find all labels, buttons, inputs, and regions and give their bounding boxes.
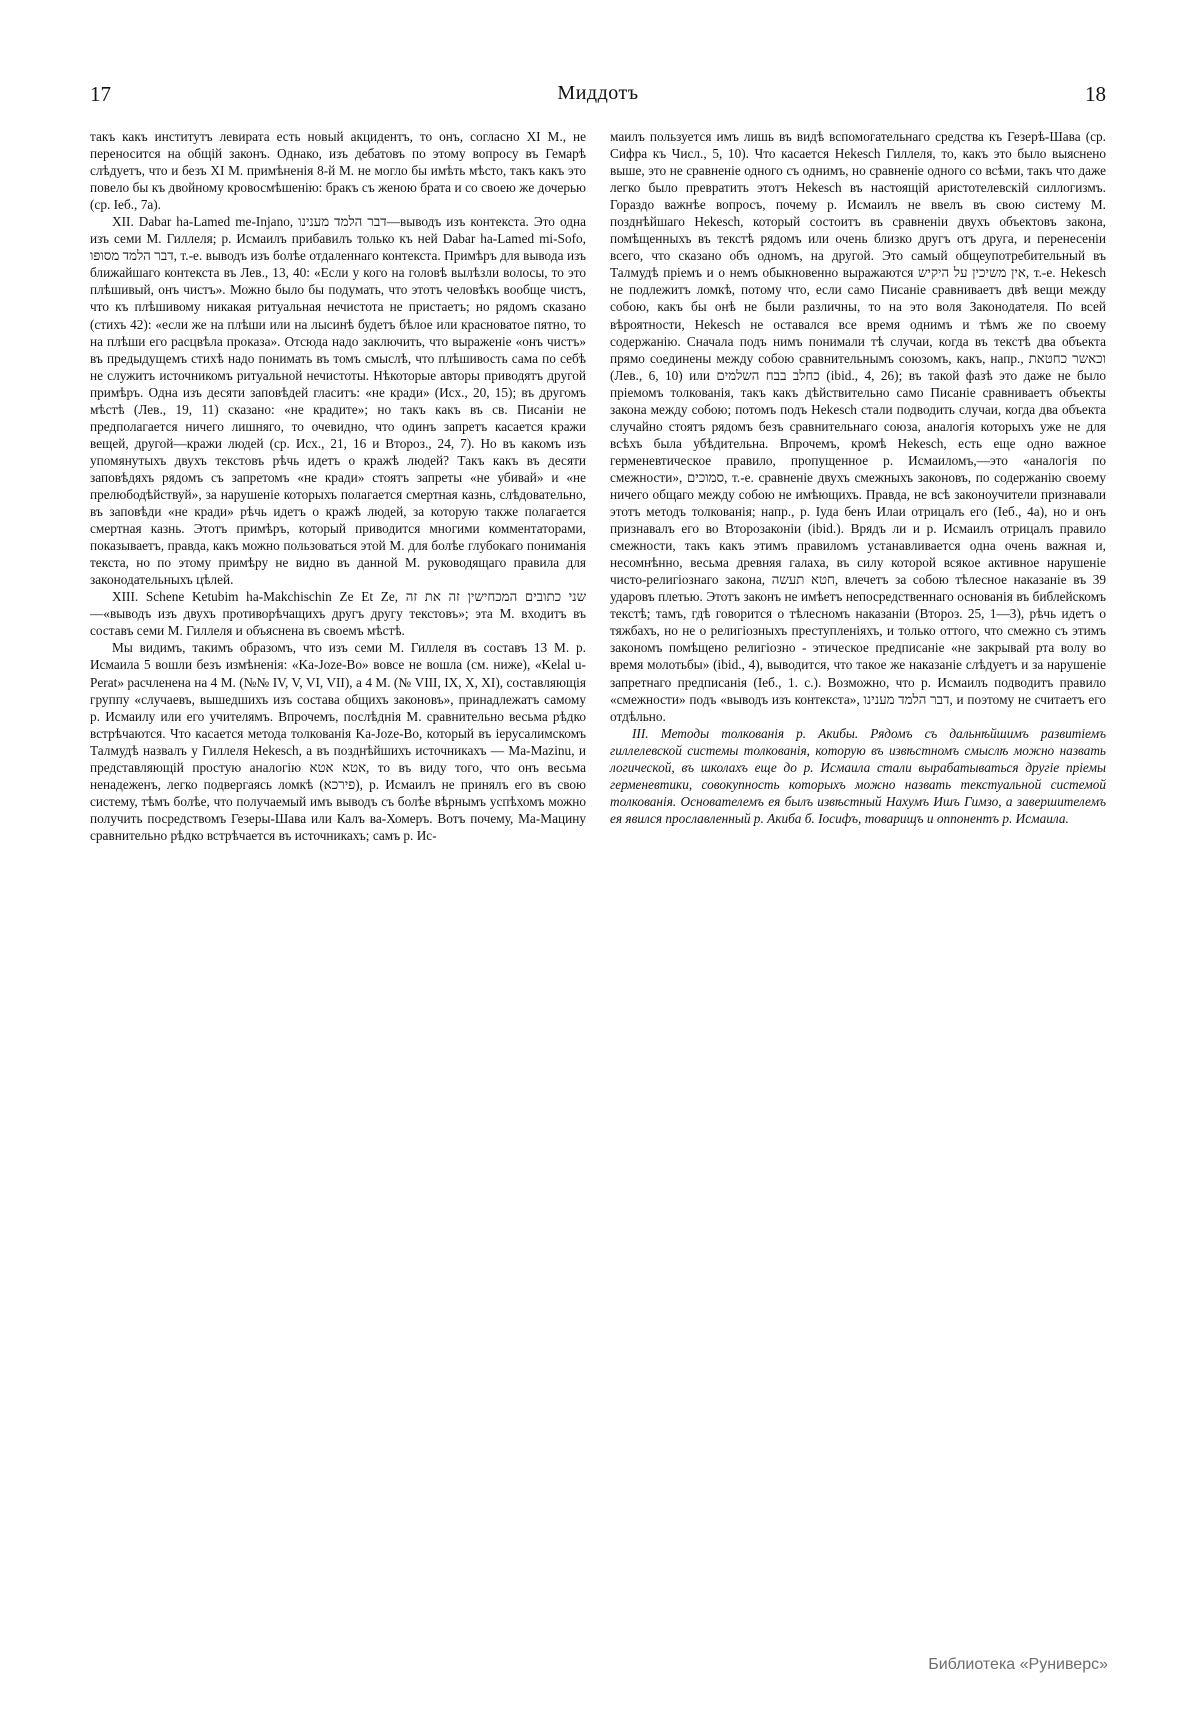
page-header: [90, 82, 1106, 112]
paragraph: XIII. Schene Ketubim ha-Makchischin Ze Et Ze, שני כתובים המכחישין זה את זה—«выводъ изъ двухъ противорѣчащихъ другъ другу текстовъ»; эта М. входитъ въ составъ семи М. Гиллеля и объяснена въ своемъ мѣстѣ.: [90, 589, 586, 639]
two-column-body: [90, 128, 1106, 1558]
library-watermark: Библиотека «Руниверс»: [928, 1656, 1108, 1673]
paragraph: III. Методы толкованія р. Акибы. Рядомъ съ дальнѣйшимъ развитіемъ гиллелевской системы толкованія, которую въ извѣстномъ смыслѣ можно назвать логической, въ школахъ еще до р. Исмаила стали вырабатываться другіе пріемы герменевтики, совокупность которыхъ можно назвать текстуальной системой толкованія. Основателемъ ея былъ извѣстный Нахумъ Ишъ Гимзо, а завершителемъ ея явился прославленный р. Акиба б. Іосифъ, товарищъ и оппонентъ р. Исмаила.: [610, 725, 1106, 826]
folio-right: 18: [1085, 82, 1106, 106]
paragraph: Мы видимъ, такимъ образомъ, что изъ семи М. Гиллеля въ составъ 13 М. р. Исмаила 5 вошли безъ измѣненія: «Ka-Joze-Bo» вовсе не вошла (см. ниже), «Kelal u-Perat» расчленена на 4 М. (№№ IV, V, VI, VII), а 4 М. (№ VIII, IX, X, XI), составляющія группу «случаевъ, вышедшихъ изъ состава общихъ законовъ», принадлежатъ самому р. Исмаилу или его учителямъ. Впрочемъ, послѣднія М. сравнительно весьма рѣдко встрѣчаются. Что касается метода толкованія Ka-Joze-Bo, который въ іерусалимскомъ Талмудѣ назвалъ у Гиллеля Hekesch, а въ позднѣйшихъ источникахъ — Ma-Mazinu, и представляющій простую аналогію אטא אטא, то въ виду того, что онъ весьма ненадеженъ, легко подвергаясь ломкѣ (פירכא), р. Исмаилъ не принялъ его въ свою систему, тѣмъ болѣе, что получаемый имъ выводъ съ болѣе вѣрнымъ успѣхомъ можно получить посредствомъ Гезеры-Шава или Калъ ва-Хомеръ. Вотъ почему, Ma-Мацину сравнительно рѣдко встрѣчается въ источникахъ; самъ р. Ис-: [90, 640, 587, 843]
right-column: [610, 128, 1106, 1558]
left-column: [90, 128, 586, 1558]
paragraph: XII. Dabar ha-Lamed me-Injano, דבר הלמד מענינו—выводъ изъ контекста. Это одна изъ семи М. Гиллеля; р. Исмаилъ прибавилъ только къ ней Dabar ha-Lamed mi-Sofo, דבר הלמד מסופו, т.-е. выводъ изъ болѣе отдаленнаго контекста. Примѣръ для вывода изъ ближайшаго контекста въ Лев., 13, 40: «Если у кого на головѣ вылѣзли волосы, то это плѣшивый, онъ чистъ». Можно было бы подумать, что этотъ человѣкъ вообще чистъ, что къ плѣшивому никакая ритуальная нечистота не пристаетъ; но рядомъ сказано (стихъ 42): «если же на плѣши или на лысинѣ будетъ бѣлое или красноватое пятно, то на плѣши его расцвѣла проказа». Отсюда надо заключить, что выраженіе «онъ чистъ» въ предыдущемъ стихѣ надо понимать въ томъ смыслѣ, что плѣшивость сама по себѣ не служитъ источникомъ ритуальной нечистоты. Нѣкоторые авторы приводятъ другой примѣръ. Одна изъ десяти заповѣдей гласитъ: «не кради» (Исх., 20, 15); въ другомъ мѣстѣ (Лев., 19, 11) сказано: «не крадите»; но такъ какъ въ св. Писаніи не предполагается ничего лишняго, то очевидно, что одинъ запретъ касается кражи вещей, другой—кражи людей (ср. Исх., 21, 16 и Второз., 24, 7). Но въ какомъ изъ упомянутыхъ двухъ текстовъ рѣчь идетъ о кражѣ людей? Такъ какъ въ десяти заповѣдяхъ рядомъ съ запретомъ «не кради» стоятъ запреты «не убивай» и «не прелюбодѣйствуй», за нарушеніе которыхъ полагается смертная казнь, слѣдовательно, въ заповѣди «не кради» рѣчь идетъ о кражѣ людей, за которую также полагается смертная казнь. Этотъ примѣръ, который приводится многими комментаторами, показываетъ, правда, какъ можно пользоваться этой М. для болѣе глубокаго пониманія текста, но по этому примѣру не видно въ данной М. руководящаго правила для законодательныхъ цѣлей.: [90, 214, 586, 588]
running-title: Миддотъ: [557, 82, 639, 104]
folio-left: 17: [90, 82, 111, 106]
paragraph: маилъ пользуется имъ лишь въ видѣ вспомогательнаго средства къ Гезерѣ-Шава (ср. Сифра къ Числ., 5, 10). Что касается Hekesch Гиллеля, то, какъ это было выяснено выше, это не сравненіе одного съ однимъ, но сравненіе одного со всѣми, такъ что даже легко было превратить этотъ Hekesch въ настоящій аристотелевскій силлогизмъ. Гораздо важнѣе вопросъ, почему р. Исмаилъ не ввелъ въ свою систему М. позднѣйшаго Hekesch, который состоитъ въ сравненіи двухъ объектовъ закона, помѣщенныхъ въ текстѣ рядомъ или очень близко другъ отъ друга, и перенесеніи всего, что сказано объ одномъ, на другой. Это самый общеупотребительный въ Талмудѣ пріемъ и о немъ обыкновенно выражаются אין משיכין על היקיש, т.-е. Hekesch не подлежитъ ломкѣ, потому что, если само Писаніе сравниваетъ двѣ вещи между собою, какъ бы онѣ не были различны, то на это воля Законодателя. По всей вѣроятности, Hekesch не оставался все время однимъ и тѣмъ же по своему содержанію. Сначала подъ нимъ понимали тѣ случаи, когда въ текстѣ два объекта прямо соединены между собою сравнительнымъ союзомъ, какъ, напр., וכאשר כחטאת (Лев., 6, 10) или כחלב בבח השלמים (ibid., 4, 26); въ такой фазѣ это даже не было пріемомъ толкованія, такъ какъ дѣйствительно само Писаніе сравниваетъ объекты закона между собою; потомъ подъ Hekesch стали подводить случаи, когда два объекта случайно стоятъ рядомъ безъ сравнительнаго союза, аналогія которыхъ уже не для всѣхъ была убѣдительна. Впрочемъ, кромѣ Hekesch, есть еще одно важное герменевтическое правило, пропущенное р. Исмаиломъ,—это «аналогія по смежности», סמוכים, т.-е. сравненіе двухъ смежныхъ законовъ, по содержанію своему ничего общаго между собою не имѣющихъ. Правда, не всѣ законоучители признавали этотъ методъ толкованія; напр., р. Іуда бенъ Илаи отрицалъ его (Іеб., 4а), но и онъ признавалъ его во Второзаконіи (ibid.). Врядъ ли и р. Исмаилъ отрицалъ правило смежности, такъ какъ этимъ правиломъ устанавливается одна очень важная и, несомнѣнно, весьма древняя галаха, въ силу которой всякое активное нарушеніе чисто-религіознаго закона, חטא תעשה, влечетъ за собою тѣлесное наказаніе въ 39 ударовъ плетью. Этотъ законъ не имѣетъ непосредственнаго основанія въ библейскомъ текстѣ; тамъ, гдѣ говорится о тѣлесномъ наказаніи (Второз. 25, 1—3), рѣчь идетъ о тяжбахъ, но не о религіозныхъ преступленіяхъ, и только оттого, что смежно съ этимъ закономъ помѣщено религіозно - этическое предписаніе «не закрывай рта волу во время молотьбы» (ibid., 4), выводится, что такое же наказаніе слѣдуетъ и за нарушеніе запретнаго предписанія (Іеб., 1. с.). Возможно, что р. Исмаилъ подводитъ правило «смежности» подъ «выводъ изъ контекста», דבר הלמד מענינו, и поэтому не считаетъ его отдѣльно.: [610, 129, 1107, 724]
paragraph: такъ какъ институтъ левирата есть новый акцидентъ, то онъ, согласно XI М., не переносится на общій законъ. Однако, изъ дебатовъ по этому вопросу въ Гемарѣ слѣдуетъ, что и безъ XI М. примѣненія 8-й М. не могло бы имѣть мѣсто, такъ какъ это повело бы къ двойному кровосмѣшенію: бракъ съ женою брата и со своею же дочерью (ср. Іеб., 7а).: [90, 129, 586, 213]
